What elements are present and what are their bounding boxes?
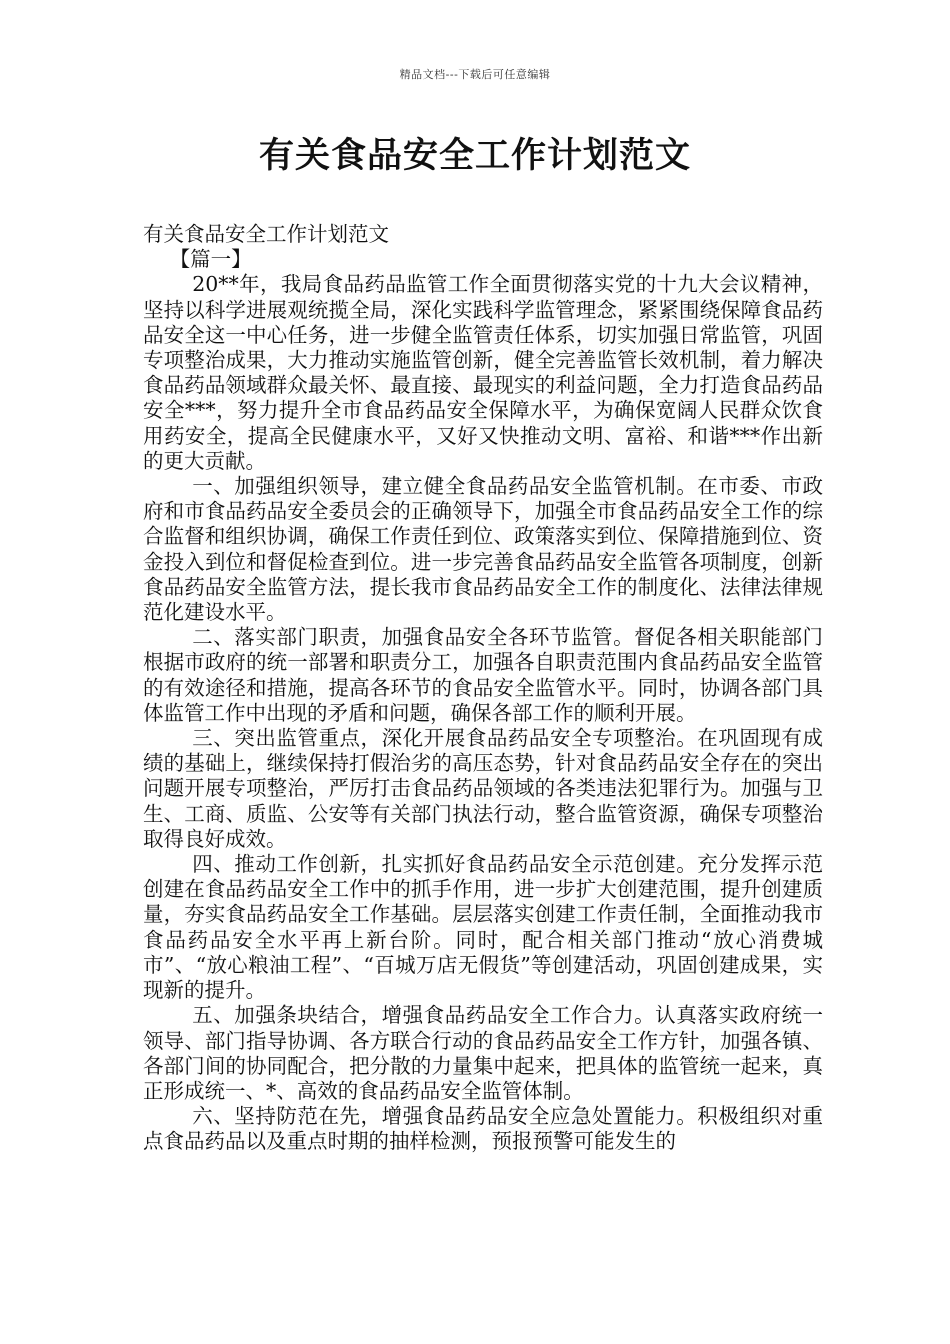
paragraph-6: 六、坚持防范在先，增强食品药品安全应急处置能力。积极组织对重点食品药品以及重点时期的抽样检测，预报预警可能发生的 bbox=[143, 1104, 823, 1154]
paragraph-1: 一、加强组织领导，建立健全食品药品安全监管机制。在市委、市政府和市食品药品安全委员会的正确领导下，加强全市食品药品安全工作的综合监督和组织协调，确保工作责任到位、政策落实到位、保障措施到位、资金投入到位和督促检查到位。进一步完善食品药品安全监管各项制度，创新食品药品安全监管方法，提长我市食品药品安全工作的制度化、法律法律规范化建设水平。 bbox=[143, 474, 823, 625]
paragraph-3: 三、突出监管重点，深化开展食品药品安全专项整治。在巩固现有成绩的基础上，继续保持打假治劣的高压态势，针对食品药品安全存在的突出问题开展专项整治，严厉打击食品药品领域的各类违法犯罪行为。加强与卫生、工商、质监、公安等有关部门执法行动，整合监管资源，确保专项整治取得良好成效。 bbox=[143, 726, 823, 851]
paragraph-5: 五、加强条块结合，增强食品药品安全工作合力。认真落实政府统一领导、部门指导协调、各方联合行动的食品药品安全工作方针，加强各镇、各部门间的协同配合，把分散的力量集中起来，把具体的监管统一起来，真正形成统一、*、高效的食品药品安全监管体制。 bbox=[143, 1003, 823, 1103]
paragraph-2: 二、落实部门职责，加强食品安全各环节监管。督促各相关职能部门根据市政府的统一部署和职责分工，加强各自职责范围内食品药品安全监管的有效途径和措施，提高各环节的食品安全监管水平。同时，协调各部门具体监管工作中出现的矛盾和问题，确保各部工作的顺利开展。 bbox=[143, 625, 823, 725]
paragraph-4: 四、推动工作创新，扎实抓好食品药品安全示范创建。充分发挥示范创建在食品药品安全工作中的抓手作用，进一步扩大创建范围，提升创建质量，夯实食品药品安全工作基础。层层落实创建工作责任制，全面推动我市食品药品安全水平再上新台阶。同时，配合相关部门推动“放心消费城市”、“放心粮油工程”、“百城万店无假货”等创建活动，巩固创建成果，实现新的提升。 bbox=[143, 852, 823, 1003]
header-note: 精品文档---下载后可任意编辑 bbox=[399, 68, 551, 81]
paragraph-intro: 20**年，我局食品药品监管工作全面贯彻落实党的十九大会议精神，坚持以科学进展观统揽全局，深化实践科学监管理念，紧紧围绕保障食品药品安全这一中心任务，进一步健全监管责任体系，切实加强日常监管，巩固专项整治成果，大力推动实施监管创新，健全完善监管长效机制，着力解决食品药品领域群众最关怀、最直接、最现实的利益问题，全力打造食品药品安全***，努力提升全市食品药品安全保障水平，为确保宽阔人民群众饮食用药安全，提高全民健康水平，又好又快推动文明、富裕、和谐***作出新的更大贡献。 bbox=[143, 272, 823, 473]
document-title: 有关食品安全工作计划范文 bbox=[258, 136, 691, 176]
document-subtitle: 有关食品安全工作计划范文 bbox=[143, 222, 389, 246]
document-body bbox=[143, 222, 823, 1155]
section-marker: 【篇一】 bbox=[169, 247, 252, 272]
